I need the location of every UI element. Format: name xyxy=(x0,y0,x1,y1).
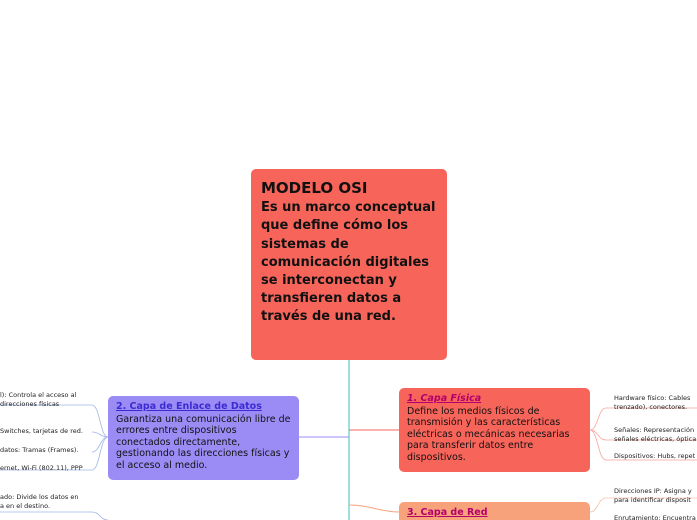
subtopic-line: trenzado), conectores. xyxy=(614,402,688,411)
subtopic-line: ado: Divide los datos en xyxy=(0,493,79,501)
subtopic-dispositivos-fisicos[interactable] xyxy=(614,452,695,461)
subtopic-line: a en el destino. xyxy=(0,501,51,510)
subtopic-control-acceso[interactable] xyxy=(0,391,76,409)
subtopic-line: direcciones físicas xyxy=(0,399,60,408)
central-description: Es un marco conceptual que define cómo los sistemas de comunicación digitales se interconectan y transfieren datos a través de una red. xyxy=(261,200,436,325)
central-topic-modelo-osi[interactable] xyxy=(251,169,447,360)
subtopic-line: Enrutamiento: Encuentra xyxy=(614,514,696,520)
subtopic-tramas[interactable] xyxy=(0,446,79,455)
subtopic-line: para identificar disposit xyxy=(614,495,691,504)
subtopic-line: ernet, Wi-Fi (802.11), PPP xyxy=(0,464,83,472)
subtopic-line: Dispositivos: Hubs, repet xyxy=(614,452,696,460)
subtopic-direcciones-ip[interactable] xyxy=(614,487,692,505)
topic-description: Define los medios físicos de transmisión y las características eléctricas o mecánicas necesarias para transferir datos entre dispositivos. xyxy=(407,405,570,463)
subtopic-line: señales eléctricas, óptica xyxy=(614,434,697,443)
central-title: MODELO OSI xyxy=(261,179,368,197)
subtopic-protocolos[interactable] xyxy=(0,464,83,473)
subtopic-dispositivos[interactable] xyxy=(0,427,83,436)
topic-description: Garantiza una comunicación libre de errores entre dispositivos conectados directamente, gestionando las direcciones físicas y el acceso al medio. xyxy=(116,413,291,471)
topic-capa-red[interactable] xyxy=(399,502,590,520)
topic-capa-fisica[interactable] xyxy=(399,388,590,472)
subtopic-segmentacion[interactable] xyxy=(0,493,78,511)
subtopic-line: l): Controla el acceso al xyxy=(0,391,77,399)
subtopic-enrutamiento[interactable] xyxy=(614,514,696,520)
topic-label: 2. Capa de Enlace de Datos xyxy=(116,401,262,412)
subtopic-line: Señales: Representación xyxy=(614,426,695,434)
topic-label: 3. Capa de Red xyxy=(407,507,488,518)
subtopic-line: Direcciones IP: Asigna y xyxy=(614,487,692,495)
subtopic-senales[interactable] xyxy=(614,426,696,444)
subtopic-line: datos: Tramas (Frames). xyxy=(0,446,79,454)
subtopic-hardware-fisico[interactable] xyxy=(614,394,690,412)
topic-label: 1. Capa Física xyxy=(407,393,482,404)
subtopic-line: Switches, tarjetas de red. xyxy=(0,427,83,435)
topic-capa-enlace-datos[interactable] xyxy=(108,396,299,480)
subtopic-line: Hardware físico: Cables xyxy=(614,394,691,402)
